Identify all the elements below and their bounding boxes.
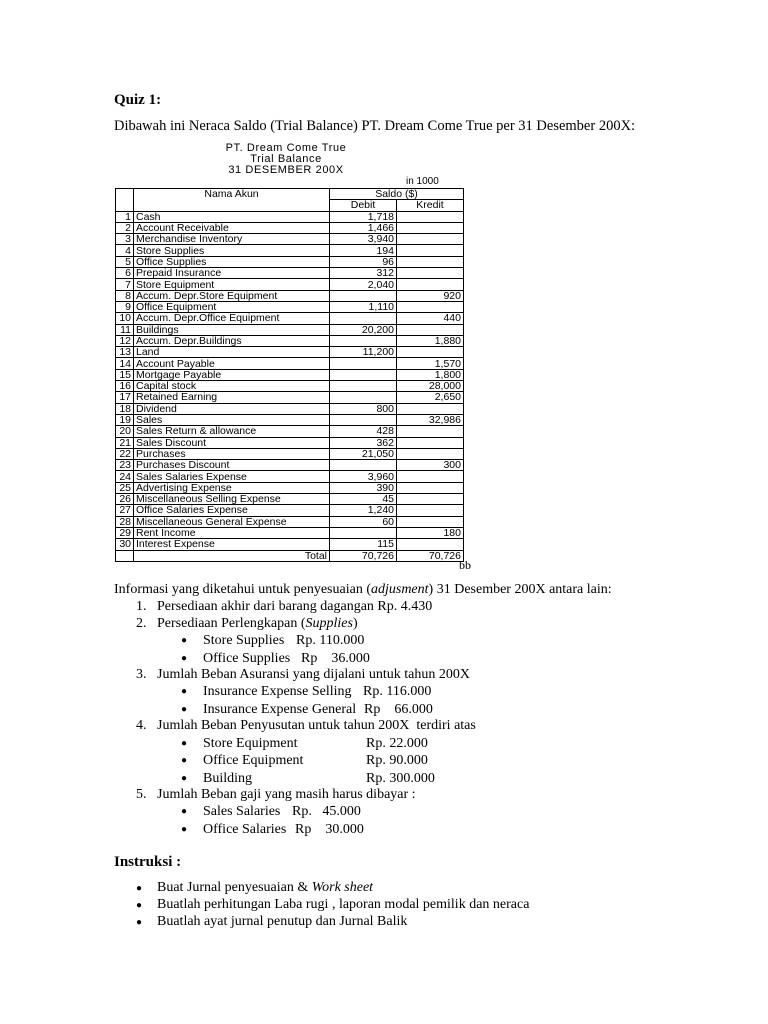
instruction-item-1 <box>157 880 373 896</box>
sub-item-value: Rp. 45.000 <box>292 804 361 819</box>
total-no-cell <box>116 550 134 561</box>
adjustment-intro-italic: adjusment <box>370 582 429 597</box>
trailing-text: bb <box>459 558 471 572</box>
kredit-value <box>397 301 464 312</box>
debit-value: 2,040 <box>330 279 397 290</box>
row-number: 2 <box>116 222 134 233</box>
debit-value: 312 <box>330 268 397 279</box>
kredit-value <box>397 268 464 279</box>
sub-item-label: Store Equipment <box>203 736 298 751</box>
unit-note: in 1000 <box>406 176 439 187</box>
item-2-text-italic: Supplies <box>305 616 353 631</box>
debit-value <box>330 369 397 380</box>
adjustment-intro-end: ) 31 Desember 200X antara lain: <box>428 582 612 597</box>
debit-value <box>330 313 397 324</box>
kredit-value <box>397 516 464 527</box>
account-name: Cash <box>134 211 330 222</box>
account-name: Sales Return & allowance <box>134 426 330 437</box>
instruction-item-3: Buatlah ayat jurnal penutup dan Jurnal Balik <box>157 914 408 929</box>
row-number: 14 <box>116 358 134 369</box>
row-number: 29 <box>116 527 134 538</box>
instructions-title: Instruksi : <box>114 854 182 870</box>
row-number: 3 <box>116 234 134 245</box>
table-row <box>116 324 464 335</box>
kredit-value <box>397 256 464 267</box>
kredit-value: 920 <box>397 290 464 301</box>
table-row <box>116 448 464 459</box>
row-number: 19 <box>116 414 134 425</box>
row-number: 21 <box>116 437 134 448</box>
table-row <box>116 301 464 312</box>
account-name: Account Receivable <box>134 222 330 233</box>
row-number: 12 <box>116 335 134 346</box>
total-row <box>116 550 464 561</box>
kredit-value <box>397 222 464 233</box>
row-number: 16 <box>116 381 134 392</box>
bullet-icon: ● <box>181 653 188 664</box>
account-name: Accum. Depr.Office Equipment <box>134 313 330 324</box>
account-name: Interest Expense <box>134 539 330 550</box>
row-number: 9 <box>116 301 134 312</box>
row-number: 27 <box>116 505 134 516</box>
header-account: Nama Akun <box>134 189 330 212</box>
adjustment-item-5: Jumlah Beban gaji yang masih harus dibayar : <box>157 787 416 802</box>
row-number: 30 <box>116 539 134 550</box>
table-row <box>116 482 464 493</box>
row-number: 6 <box>116 268 134 279</box>
table-row <box>116 539 464 550</box>
debit-value: 194 <box>330 245 397 256</box>
table-row <box>116 437 464 448</box>
header-saldo: Saldo ($) <box>330 189 464 200</box>
table-row <box>116 369 464 380</box>
table-row <box>116 234 464 245</box>
table-row <box>116 414 464 425</box>
kredit-value <box>397 437 464 448</box>
account-name: Office Supplies <box>134 256 330 267</box>
list-number: 5. <box>136 787 147 802</box>
account-name: Buildings <box>134 324 330 335</box>
row-number: 18 <box>116 403 134 414</box>
sub-item-value: Rp 30.000 <box>295 822 364 837</box>
table-row <box>116 426 464 437</box>
row-number: 25 <box>116 482 134 493</box>
trial-balance-table <box>115 188 464 562</box>
adjustment-item-1: Persediaan akhir dari barang dagangan Rp. 4.430 <box>157 599 433 614</box>
sub-item-label: Building <box>203 771 253 786</box>
sub-item-value: Rp. 22.000 <box>366 736 428 751</box>
bullet-icon: ● <box>181 806 188 817</box>
debit-value: 1,466 <box>330 222 397 233</box>
account-name: Merchandise Inventory <box>134 234 330 245</box>
account-name: Prepaid Insurance <box>134 268 330 279</box>
adjustment-item-3: Jumlah Beban Asuransi yang dijalani untuk tahun 200X <box>157 667 471 682</box>
bullet-icon: ● <box>181 704 188 715</box>
debit-value: 3,940 <box>330 234 397 245</box>
account-name: Capital stock <box>134 381 330 392</box>
kredit-value <box>397 505 464 516</box>
item-2-text-start: Persediaan Perlengkapan ( <box>157 616 306 631</box>
sub-item-label: Sales Salaries <box>203 804 281 819</box>
kredit-value <box>397 426 464 437</box>
table-row <box>116 290 464 301</box>
debit-value: 800 <box>330 403 397 414</box>
row-number: 10 <box>116 313 134 324</box>
list-number: 4. <box>136 718 147 733</box>
row-number: 28 <box>116 516 134 527</box>
kredit-value: 1,570 <box>397 358 464 369</box>
kredit-value <box>397 234 464 245</box>
kredit-value <box>397 494 464 505</box>
account-name: Land <box>134 347 330 358</box>
report-date: 31 DESEMBER 200X <box>228 164 344 176</box>
bullet-icon: ● <box>136 900 143 911</box>
total-label: Total <box>134 550 330 561</box>
debit-value: 1,110 <box>330 301 397 312</box>
row-number: 26 <box>116 494 134 505</box>
debit-value: 20,200 <box>330 324 397 335</box>
company-name: PT. Dream Come True <box>225 142 347 154</box>
account-name: Purchases <box>134 448 330 459</box>
sub-item-value: Rp. 300.000 <box>366 771 435 786</box>
account-name: Miscellaneous Selling Expense <box>134 494 330 505</box>
table-row <box>116 471 464 482</box>
row-number: 11 <box>116 324 134 335</box>
debit-value: 115 <box>330 539 397 550</box>
debit-value <box>330 414 397 425</box>
account-name: Retained Earning <box>134 392 330 403</box>
header-debit: Debit <box>330 200 397 211</box>
bullet-icon: ● <box>181 755 188 766</box>
debit-value <box>330 335 397 346</box>
table-row <box>116 335 464 346</box>
kredit-value <box>397 211 464 222</box>
debit-value: 362 <box>330 437 397 448</box>
sub-item-label: Office Supplies <box>203 651 291 666</box>
debit-value <box>330 381 397 392</box>
row-number: 13 <box>116 347 134 358</box>
row-number: 22 <box>116 448 134 459</box>
account-name: Store Supplies <box>134 245 330 256</box>
kredit-value: 1,880 <box>397 335 464 346</box>
account-name: Mortgage Payable <box>134 369 330 380</box>
kredit-value: 300 <box>397 460 464 471</box>
table-row <box>116 358 464 369</box>
bullet-icon: ● <box>181 686 188 697</box>
debit-value: 21,050 <box>330 448 397 459</box>
instruction-1-start: Buat Jurnal penyesuaian & <box>157 880 312 895</box>
row-number: 17 <box>116 392 134 403</box>
quiz-title: Quiz 1: <box>114 92 162 108</box>
bullet-icon: ● <box>181 773 188 784</box>
table-row <box>116 494 464 505</box>
row-number: 5 <box>116 256 134 267</box>
sub-item-value: Rp. 116.000 <box>363 684 432 699</box>
bullet-icon: ● <box>181 635 188 646</box>
adjustment-item-2 <box>157 616 358 632</box>
account-name: Accum. Depr.Buildings <box>134 335 330 346</box>
debit-value: 428 <box>330 426 397 437</box>
bullet-icon: ● <box>181 738 188 749</box>
account-name: Sales Salaries Expense <box>134 471 330 482</box>
account-name: Office Equipment <box>134 301 330 312</box>
row-number: 7 <box>116 279 134 290</box>
kredit-value <box>397 482 464 493</box>
table-row <box>116 460 464 471</box>
instruction-item-2: Buatlah perhitungan Laba rugi , laporan modal pemilik dan neraca <box>157 897 530 912</box>
total-debit: 70,726 <box>330 550 397 561</box>
debit-value: 1,240 <box>330 505 397 516</box>
kredit-value <box>397 539 464 550</box>
row-number: 20 <box>116 426 134 437</box>
row-number: 15 <box>116 369 134 380</box>
table-row <box>116 222 464 233</box>
sub-item-label: Office Salaries <box>203 822 287 837</box>
account-name: Accum. Depr.Store Equipment <box>134 290 330 301</box>
kredit-value: 440 <box>397 313 464 324</box>
table-row <box>116 256 464 267</box>
table-row <box>116 268 464 279</box>
kredit-value <box>397 279 464 290</box>
debit-value <box>330 290 397 301</box>
debit-value: 60 <box>330 516 397 527</box>
debit-value: 96 <box>330 256 397 267</box>
table-row <box>116 245 464 256</box>
account-name: Miscellaneous General Expense <box>134 516 330 527</box>
debit-value: 1,718 <box>330 211 397 222</box>
kredit-value <box>397 471 464 482</box>
debit-value: 390 <box>330 482 397 493</box>
kredit-value: 180 <box>397 527 464 538</box>
adjustment-intro-start: Informasi yang diketahui untuk penyesuaian ( <box>114 582 371 597</box>
account-name: Purchases Discount <box>134 460 330 471</box>
kredit-value <box>397 347 464 358</box>
account-name: Rent Income <box>134 527 330 538</box>
row-number: 24 <box>116 471 134 482</box>
kredit-value: 2,650 <box>397 392 464 403</box>
item-2-text-end: ) <box>352 616 358 631</box>
sub-item-value: Rp. 110.000 <box>296 633 365 648</box>
kredit-value <box>397 245 464 256</box>
account-name: Account Payable <box>134 358 330 369</box>
table-row <box>116 381 464 392</box>
kredit-value: 28,000 <box>397 381 464 392</box>
bullet-icon: ● <box>181 824 188 835</box>
sub-item-value: Rp 36.000 <box>301 651 370 666</box>
debit-value <box>330 358 397 369</box>
bullet-icon: ● <box>136 883 143 894</box>
intro-text: Dibawah ini Neraca Saldo (Trial Balance) PT. Dream Come True per 31 Desember 200X: <box>114 118 636 134</box>
kredit-value: 32,986 <box>397 414 464 425</box>
kredit-value <box>397 403 464 414</box>
row-number: 4 <box>116 245 134 256</box>
kredit-value <box>397 324 464 335</box>
report-name: Trial Balance <box>250 153 322 165</box>
list-number: 1. <box>136 599 147 614</box>
total-kredit: 70,726 <box>397 550 464 561</box>
table-row <box>116 403 464 414</box>
account-name: Office Salaries Expense <box>134 505 330 516</box>
account-name: Sales Discount <box>134 437 330 448</box>
table-row <box>116 211 464 222</box>
header-kredit: Kredit <box>397 200 464 211</box>
sub-item-value: Rp. 90.000 <box>366 753 428 768</box>
instruction-1-italic: Work sheet <box>311 880 374 895</box>
table-row <box>116 516 464 527</box>
row-number: 1 <box>116 211 134 222</box>
sub-item-label: Office Equipment <box>203 753 304 768</box>
account-name: Sales <box>134 414 330 425</box>
adjustment-item-4: Jumlah Beban Penyusutan untuk tahun 200X terdiri atas <box>157 718 476 733</box>
debit-value: 11,200 <box>330 347 397 358</box>
list-number: 2. <box>136 616 147 631</box>
table-row <box>116 347 464 358</box>
debit-value <box>330 527 397 538</box>
debit-value <box>330 460 397 471</box>
kredit-value: 1,800 <box>397 369 464 380</box>
debit-value <box>330 392 397 403</box>
table-row <box>116 313 464 324</box>
account-name: Dividend <box>134 403 330 414</box>
table-header-row <box>116 189 464 200</box>
table-row <box>116 279 464 290</box>
debit-value: 3,960 <box>330 471 397 482</box>
list-number: 3. <box>136 667 147 682</box>
table-row <box>116 505 464 516</box>
row-number: 23 <box>116 460 134 471</box>
adjustment-intro <box>114 582 612 598</box>
row-number: 8 <box>116 290 134 301</box>
sub-item-label: Insurance Expense Selling <box>203 684 352 699</box>
sub-item-value: Rp 66.000 <box>364 702 433 717</box>
account-name: Store Equipment <box>134 279 330 290</box>
table-row <box>116 527 464 538</box>
sub-item-label: Insurance Expense General <box>203 702 357 717</box>
debit-value: 45 <box>330 494 397 505</box>
sub-item-label: Store Supplies <box>203 633 285 648</box>
table-row <box>116 392 464 403</box>
header-no-cell <box>116 189 134 212</box>
kredit-value <box>397 448 464 459</box>
bullet-icon: ● <box>136 917 143 928</box>
account-name: Advertising Expense <box>134 482 330 493</box>
